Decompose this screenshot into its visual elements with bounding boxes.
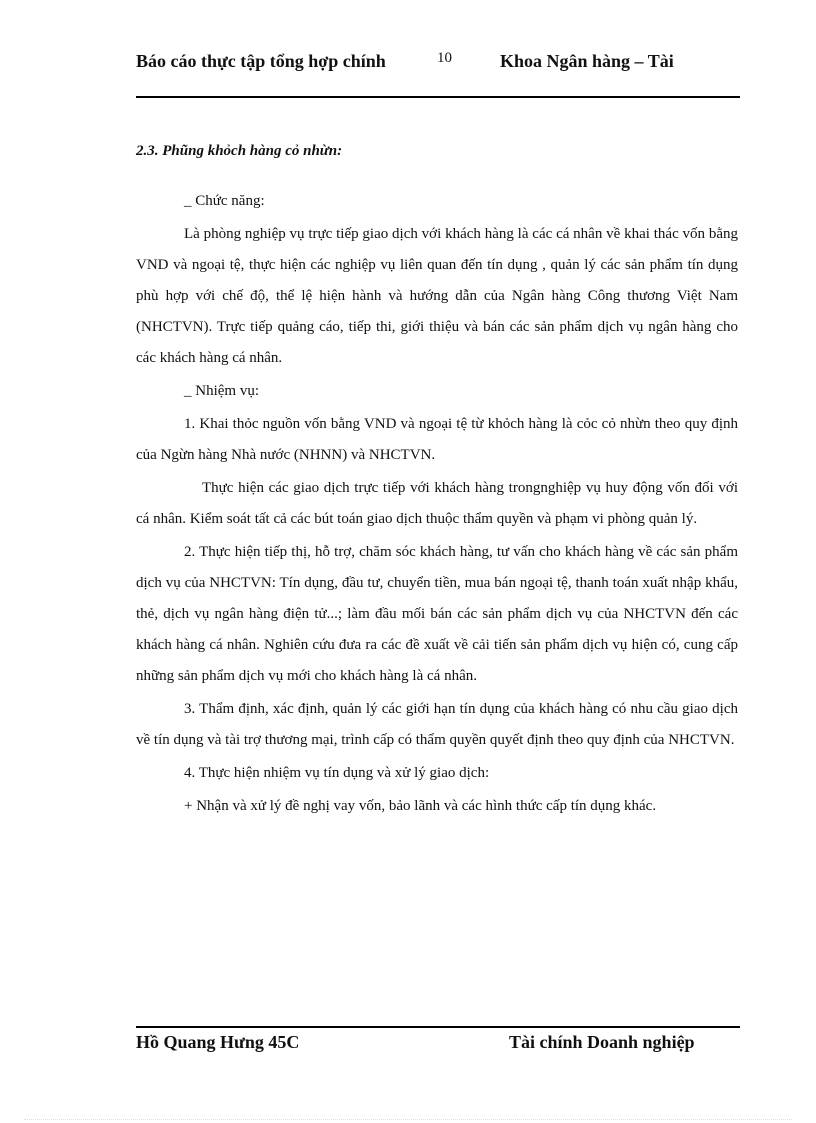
- paragraph-duty-1-detail: Thực hiện các giao dịch trực tiếp với khách hàng trongnghiệp vụ huy động vốn đối với cá nhân. Kiểm soát tất cả các bút toán giao dịch thuộc thẩm quyền và phạm vi phòng quản lý.: [136, 480, 738, 527]
- paragraph-duty-4: 4. Thực hiện nhiệm vụ tín dụng và xử lý giao dịch:: [184, 765, 490, 781]
- paragraph-duty-1: 1. Khai thỏc nguồn vốn bằng VND và ngoại tệ từ khỏch hàng là cỏc cỏ nhừn theo quy định của Ngừn hàng Nhà nước (NHNN) và NHCTVN.: [136, 416, 738, 463]
- header-faculty: Khoa Ngân hàng – Tài: [500, 51, 674, 71]
- paragraph-duty-4-item: + Nhận và xử lý đề nghị vay vốn, bảo lãnh và các hình thức cấp tín dụng khác.: [184, 798, 657, 814]
- footer-author: Hồ Quang Hưng 45C: [136, 1032, 300, 1052]
- header-report-title: Báo cáo thực tập tổng hợp chính: [136, 51, 386, 71]
- footer-department: Tài chính Doanh nghiệp: [509, 1032, 695, 1052]
- footer-divider: [136, 1026, 740, 1028]
- page-edge: [24, 1119, 792, 1120]
- section-title: 2.3. Phũng khỏch hàng cỏ nhừn:: [136, 143, 343, 159]
- paragraph-duty-2: 2. Thực hiện tiếp thị, hỗ trợ, chăm sóc khách hàng, tư vấn cho khách hàng về các sản phẩm dịch vụ của NHCTVN: Tín dụng, đầu tư, chuyển tiền, mua bán ngoại tệ, thanh toán xuất nhập khẩu, thẻ, dịch vụ ngân hàng điện tử...; làm đầu mối bán các sản phẩm dịch vụ của NHCTVN đến các khách hàng cá nhân. Nghiên cứu đưa ra các đề xuất về cải tiến sản phẩm dịch vụ hiện có, cung cấp những sản phẩm dịch vụ mới cho khách hàng là cá nhân.: [136, 544, 738, 684]
- paragraph-functions-heading: _ Chức năng:: [184, 193, 265, 209]
- paragraph-duties-heading: _ Nhiệm vụ:: [184, 383, 259, 399]
- paragraph-duty-3: 3. Thẩm định, xác định, quản lý các giới hạn tín dụng của khách hàng có nhu cầu giao dịch về tín dụng và tài trợ thương mại, trình cấp có thẩm quyền quyết định theo quy định của NHCTVN.: [136, 701, 738, 748]
- paragraph-functions: Là phòng nghiệp vụ trực tiếp giao dịch với khách hàng là các cá nhân về khai thác vốn bằng VND và ngoại tệ, thực hiện các nghiệp vụ liên quan đến tín dụng , quản lý các sản phẩm tín dụng phù hợp với chế độ, thể lệ hiện hành và hướng dẫn của Ngân hàng Công thương Việt Nam (NHCTVN). Trực tiếp quảng cáo, tiếp thi, giới thiệu và bán các sản phẩm dịch vụ ngân hàng cho các khách hàng cá nhân.: [136, 226, 738, 366]
- document-body: [136, 136, 738, 824]
- page-number: 10: [437, 50, 452, 66]
- header-divider: [136, 96, 740, 98]
